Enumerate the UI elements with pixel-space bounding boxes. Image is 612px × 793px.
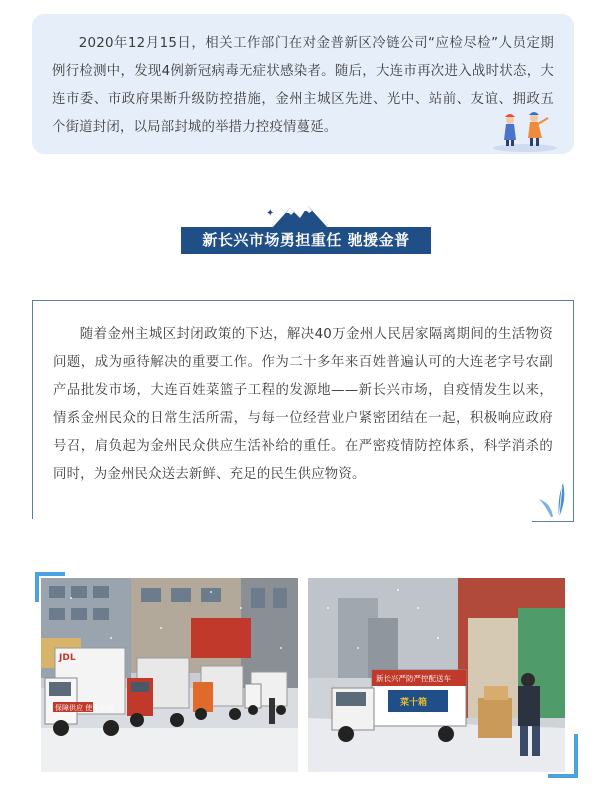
delivery-truck-logo: 菜十箱 — [400, 698, 428, 708]
body-box — [32, 300, 574, 522]
body-text: 随着金州主城区封闭政策的下达，解决40万金州人民居家隔离期间的生活物资问题，成为亟待解决的重要工作。作为二十多年来百姓普遍认可的大连老字号农副产品批发市场，大连百姓菜篮子工程的发源地——新长兴市场，自疫情发生以来，情系金州民众的日常生活所需，与每一位经营业户紧密团结在一起，积极响应政府号召，肩负起为金州民众供应生活补给的重任。在严密疫情防控体系，科学消杀的同时，为金州民众送去新鲜、充足的民生供应物资。 — [53, 327, 553, 482]
section-heading-wrap — [0, 200, 612, 260]
delivery-truck-banner: 新长兴严防严控配送车 — [376, 674, 451, 683]
truck-brand: JDL — [59, 653, 76, 663]
trucks-photo — [41, 578, 298, 772]
leaf-icon — [529, 479, 569, 519]
section-heading: 新长兴市场勇担重任 驰援金普 — [181, 227, 431, 254]
intro-box — [32, 14, 574, 154]
box-gap — [32, 519, 532, 523]
svg-text:✦: ✦ — [266, 208, 275, 219]
truck-banner: 保障供应 使命必达 — [55, 704, 114, 712]
mountain-icon — [262, 202, 338, 228]
winter-kids-illustration — [490, 108, 560, 152]
delivery-truck-photo — [308, 578, 565, 772]
intro-text: 2020年12月15日，相关工作部门在对金普新区冷链公司“应检尽检”人员定期例行检测中，发现4例新冠病毒无症状感染者。随后，大连市再次进入战时状态，大连市委、市政府果断升级防控措施，金州主城区先进、光中、站前、友谊、拥政五个街道封闭，以局部封城的举措力控疫情蔓延。 — [52, 36, 554, 135]
